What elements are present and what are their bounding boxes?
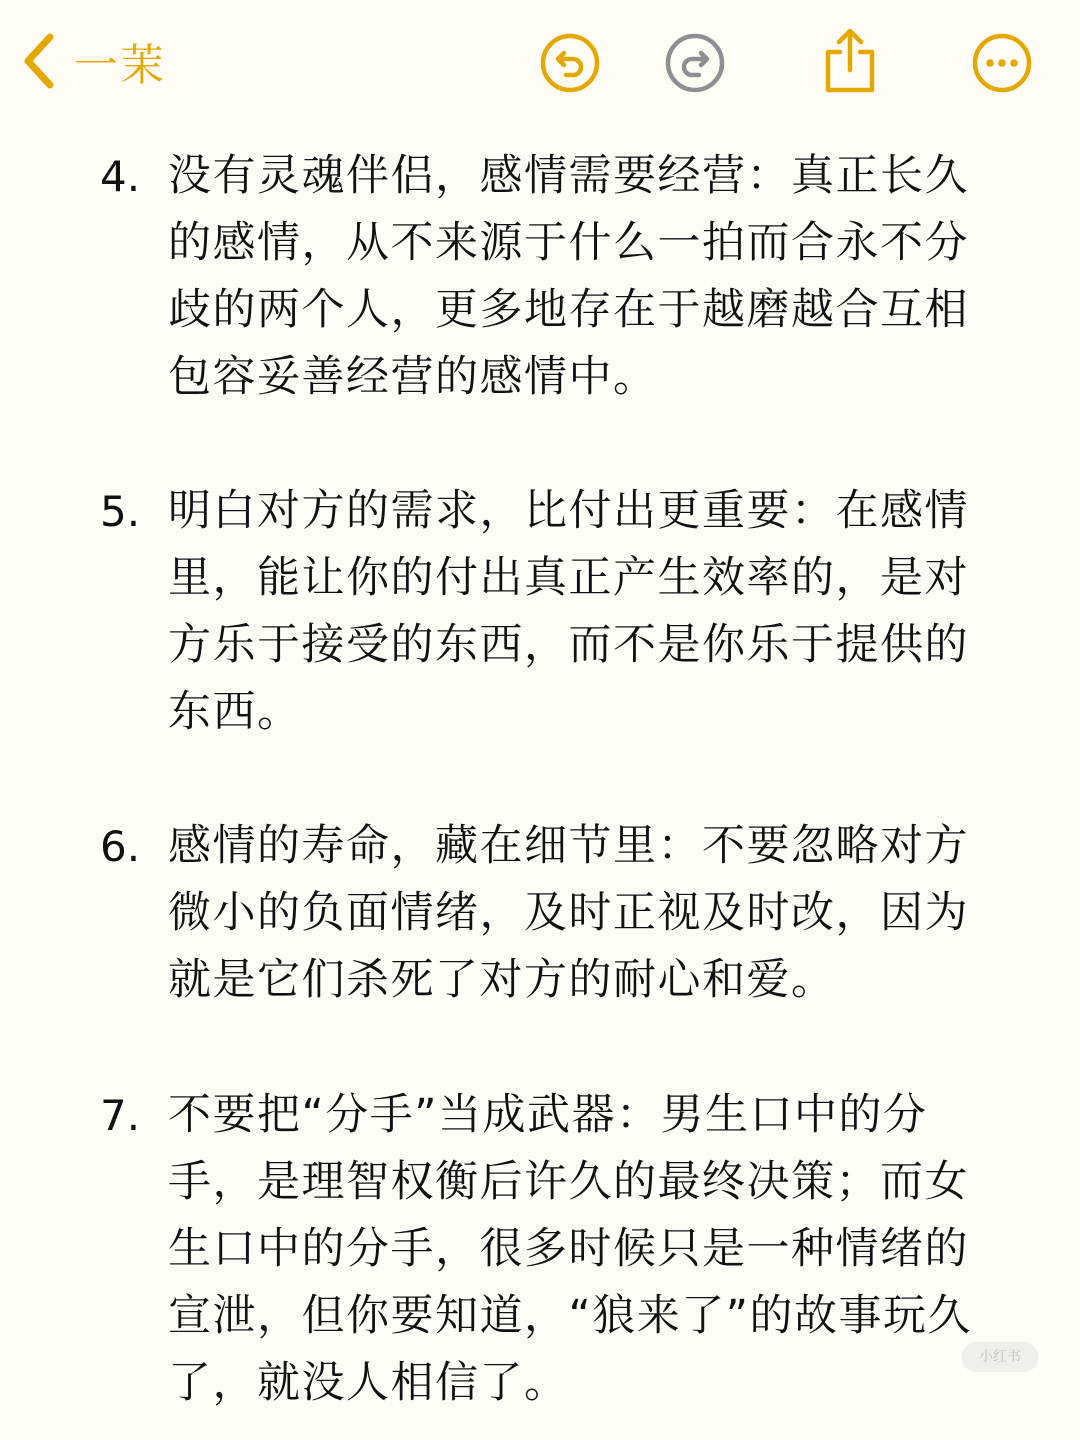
undo-button[interactable] xyxy=(540,33,600,93)
share-icon xyxy=(818,26,882,96)
list-item-text: 不要把“分手”当成武器：男生口中的分手，是理智权衡后许久的最终决策；而女生口中的分手，很多时候只是一种情绪的宣泄，但你要知道，“狼来了”的故事玩久了，就没人相信了。 xyxy=(168,1090,973,1408)
redo-icon xyxy=(665,33,725,93)
back-label: 一茉 xyxy=(74,40,166,91)
watermark-badge: 小红书 xyxy=(962,1342,1038,1372)
redo-button[interactable] xyxy=(665,33,725,93)
back-button[interactable] xyxy=(20,28,166,94)
undo-icon xyxy=(540,33,600,93)
list-item xyxy=(100,143,1000,411)
list-item xyxy=(100,1082,1000,1417)
list-item-number: 7. xyxy=(100,1091,141,1140)
list-item-text: 没有灵魂伴侣，感情需要经营：真正长久的感情，从不来源于什么一拍而合永不分歧的两个人，更多地存在于越磨越合互相包容妥善经营的感情中。 xyxy=(168,151,969,402)
share-button[interactable] xyxy=(818,26,882,96)
list-item-text: 感情的寿命，藏在细节里：不要忽略对方微小的负面情绪，及时正视及时改，因为就是它们杀死了对方的耐心和爱。 xyxy=(168,821,969,1005)
list-item xyxy=(100,478,1000,746)
list-item xyxy=(100,813,1000,1014)
more-icon xyxy=(972,33,1032,93)
chevron-left-icon xyxy=(20,33,56,89)
more-button[interactable] xyxy=(972,33,1032,93)
list-item-text: 明白对方的需求，比付出更重要：在感情里，能让你的付出真正产生效率的，是对方乐于接受的东西，而不是你乐于提供的东西。 xyxy=(168,486,969,737)
list-item-number: 5. xyxy=(100,487,141,536)
list-item-number: 4. xyxy=(100,152,141,201)
note-toolbar xyxy=(0,0,1080,125)
list-item-number: 6. xyxy=(100,822,141,871)
